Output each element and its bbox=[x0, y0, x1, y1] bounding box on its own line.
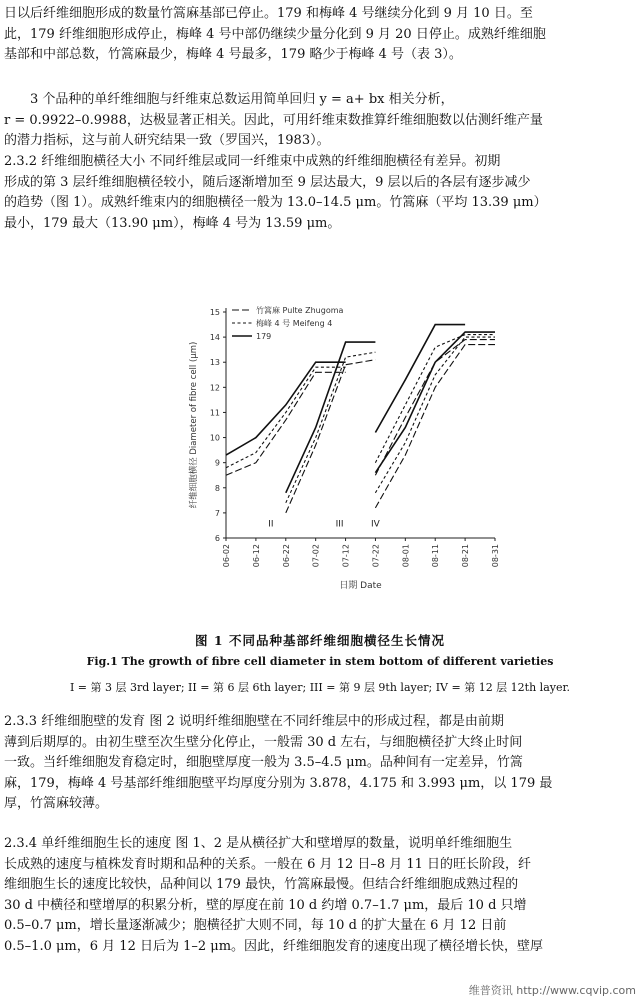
legend-label: 179 bbox=[256, 332, 272, 341]
x-tick-label: 06-02 bbox=[222, 544, 231, 568]
series-1-layer-1-line bbox=[226, 367, 346, 468]
text-line: 基部和中部总数，竹篙麻最少，梅峰 4 号最多，179 略少于梅峰 4 号（表 3）。 bbox=[4, 47, 462, 62]
x-tick-label: 08-21 bbox=[461, 544, 471, 568]
figure-1-chart bbox=[180, 300, 510, 620]
x-tick-label: 06-22 bbox=[281, 544, 291, 568]
paragraph-cell-formation bbox=[4, 4, 632, 66]
text-line: 的潜力指标，这与前人研究结果一致（罗国兴，1983）。 bbox=[4, 133, 330, 148]
series-1-layer-3-line bbox=[375, 335, 495, 463]
text-line: 的趋势（图 1）。成熟纤维束内的细胞横径一般为 13.0–14.5 μm。竹篙麻（平均 13.39 μm） bbox=[4, 195, 547, 210]
x-tick-label: 06-12 bbox=[251, 544, 261, 568]
y-tick-label: 15 bbox=[209, 308, 220, 317]
section-2-3-4-growth-speed bbox=[4, 834, 632, 957]
layer-label: II bbox=[268, 519, 274, 530]
text-line: 麻，179，梅峰 4 号基部纤维细胞壁平均厚度分别为 3.878，4.175 和 3.993 μm，以 179 最 bbox=[4, 775, 553, 791]
y-tick-label: 13 bbox=[209, 358, 220, 368]
layer-label: IV bbox=[371, 519, 380, 530]
text-line: 30 d 中横径和壁增厚的积累分析，壁的厚度在前 10 d 约增 0.7–1.7 μm，最后 10 d 只增 bbox=[4, 897, 527, 913]
text-line: 2.3.4 单纤维细胞生长的速度 图 1、2 是从横径扩大和壁增厚的数量，说明单纤维细胞生 bbox=[4, 836, 513, 851]
text-line: 维细胞生长的速度比较快，品种间以 179 最快，竹篙麻最慢。但结合纤维细胞成熟过程的 bbox=[4, 877, 519, 892]
y-axis-label: 纤维细胞横径 Diameter of fibre cell (μm) bbox=[189, 341, 199, 509]
text-line: 0.5–1.0 μm，6 月 12 日后为 1–2 μm。因此，纤维细胞发育的速度出现了横径增长快，壁厚 bbox=[4, 938, 544, 954]
legend-label: 梅峰 4 号 Meifeng 4 bbox=[256, 319, 333, 328]
series-1-layer-2-line bbox=[286, 352, 376, 503]
y-tick-label: 6 bbox=[214, 534, 220, 543]
y-tick-label: 7 bbox=[214, 508, 220, 518]
section-2-3-2-cell-diameter bbox=[4, 152, 632, 234]
figure-caption-layers: I = 第 3 层 3rd layer; II = 第 6 层 6th layer; III = 第 9 层 9th layer; IV = 第 12 层 12th layer. bbox=[69, 681, 571, 694]
y-tick-label: 11 bbox=[209, 408, 220, 418]
text-line: 长成熟的速度与植株发育时期和品种的关系。一般在 6 月 12 日–8 月 11 日的旺长阶段，纤 bbox=[4, 856, 532, 872]
paragraph-regression bbox=[4, 90, 632, 152]
series-2-layer-3-line bbox=[375, 325, 465, 433]
text-line: 2.3.2 纤维细胞横径大小 不同纤维层或同一纤维束中成熟的纤维细胞横径有差异。初期 bbox=[4, 154, 501, 169]
series-0-layer-4-line bbox=[375, 345, 495, 508]
series-0-layer-3-line bbox=[375, 340, 495, 476]
x-tick-label: 07-22 bbox=[371, 544, 381, 568]
x-axis-label: 日期 Date bbox=[339, 581, 382, 591]
x-tick-label: 08-11 bbox=[431, 544, 441, 568]
text-line: 3 个品种的单纤维细胞与纤维束总数运用简单回归 y = a+ bx 相关分析， bbox=[30, 92, 454, 107]
text-line: 最小，179 最大（13.90 μm），梅峰 4 号为 13.59 μm。 bbox=[4, 215, 341, 231]
text-line: r = 0.9922–0.9988，达极显著正相关。因此，可用纤维束数推算纤维细胞数以估测纤维产量 bbox=[4, 112, 543, 128]
y-tick-label: 8 bbox=[214, 483, 220, 493]
text-line: 厚，竹篙麻较薄。 bbox=[4, 796, 109, 811]
series-0-layer-1-line bbox=[226, 372, 346, 475]
x-tick-label: 07-02 bbox=[311, 544, 321, 568]
y-tick-label: 12 bbox=[209, 383, 220, 393]
series-2-layer-2-line bbox=[286, 342, 376, 493]
x-tick-label: 07-12 bbox=[341, 544, 351, 568]
text-line: 2.3.3 纤维细胞壁的发育 图 2 说明纤维细胞壁在不同纤维层中的形成过程，都是由前期 bbox=[4, 714, 504, 729]
layer-label: III bbox=[335, 519, 344, 530]
watermark: 维普资讯 http://www.cqvip.com bbox=[468, 984, 636, 997]
series-2-layer-1-line bbox=[226, 362, 346, 455]
section-2-3-3-cell-wall bbox=[4, 712, 632, 815]
y-tick-label: 14 bbox=[209, 333, 220, 343]
figure-caption-cn: 图 1 不同品种基部纤维细胞横径生长情况 bbox=[195, 633, 445, 648]
legend-label: 竹篙麻 Pulte Zhugoma bbox=[256, 306, 344, 315]
text-line: 形成的第 3 层纤维细胞横径较小，随后逐渐增加至 9 层达最大，9 层以后的各层有逐步减少 bbox=[4, 174, 531, 190]
y-tick-label: 9 bbox=[214, 458, 220, 468]
figure-caption-en: Fig.1 The growth of fibre cell diameter in stem bottom of different varieties bbox=[86, 655, 554, 668]
text-line: 此，179 纤维细胞形成停止，梅峰 4 号中部仍继续少量分化到 9 月 20 日停止。成熟纤维细胞 bbox=[4, 26, 546, 42]
y-tick-label: 10 bbox=[209, 433, 220, 443]
series-1-layer-4-line bbox=[375, 337, 495, 493]
x-tick-label: 08-01 bbox=[401, 544, 411, 568]
text-line: 0.5–0.7 μm，增长量逐渐减少；胞横径扩大则不同，每 10 d 的扩大量在 6 月 12 日前 bbox=[4, 918, 507, 933]
text-line: 薄到后期厚的。由初生壁至次生壁分化停止，一般需 30 d 左右，与细胞横径扩大终止时间 bbox=[4, 734, 523, 750]
text-line: 日以后纤维细胞形成的数量竹篙麻基部已停止。179 和梅峰 4 号继续分化到 9 月 10 日。至 bbox=[4, 6, 533, 21]
x-tick-label: 08-31 bbox=[491, 544, 500, 568]
text-line: 一致。当纤维细胞发育稳定时，细胞壁厚度一般为 3.5–4.5 μm。品种间有一定差异，竹篙 bbox=[4, 755, 523, 770]
layer-label: I bbox=[224, 519, 228, 530]
